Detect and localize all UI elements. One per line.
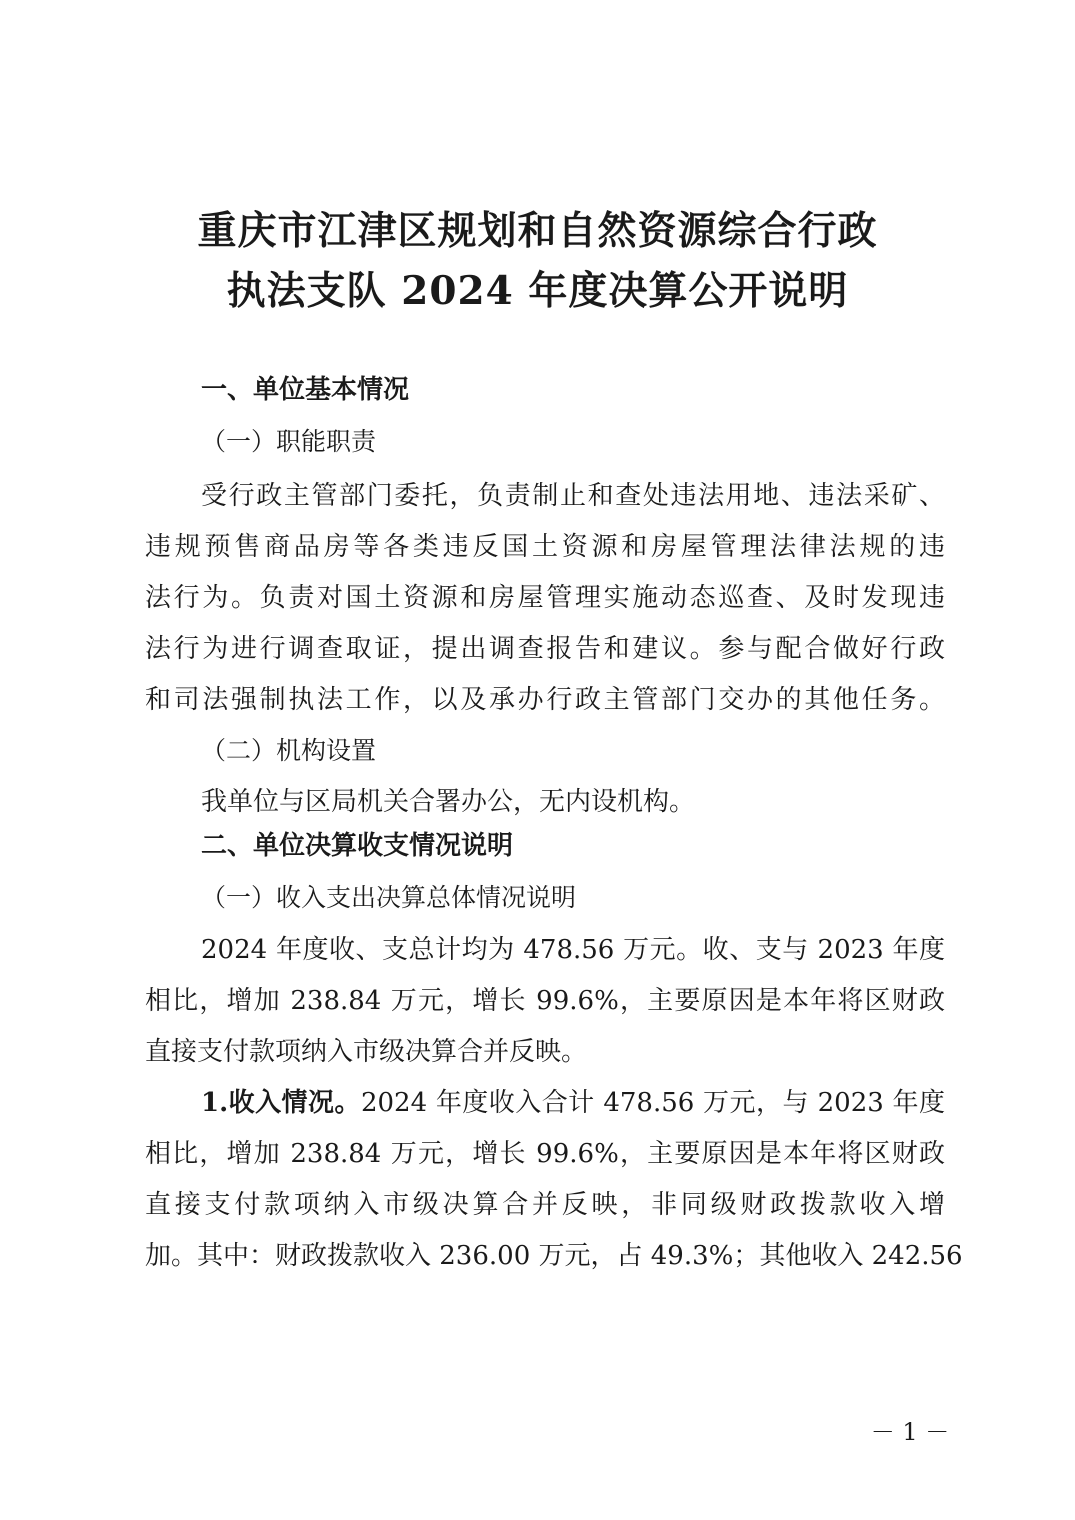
paragraph-line: 和司法强制执法工作，以及承办行政主管部门交办的其他任务。 (145, 685, 945, 715)
paragraph-line: 法行为进行调查取证，提出调查报告和建议。参与配合做好行政 (145, 634, 945, 664)
section-heading-budget-summary: 二、单位决算收支情况说明 (201, 831, 514, 861)
page-number: － 1 － (870, 1418, 950, 1446)
paragraph-line: 2024 年度收、支总计均为 478.56 万元。收、支与 2023 年度 (201, 935, 945, 965)
paragraph-line: 直接支付款项纳入市级决算合并反映，非同级财政拨款收入增 (145, 1190, 945, 1220)
subheading-functions: （一）职能职责 (201, 427, 377, 456)
subheading-overview: （一）收入支出决算总体情况说明 (201, 883, 577, 912)
paragraph-line: 违规预售商品房等各类违反国土资源和房屋管理法律法规的违 (145, 532, 945, 562)
paragraph-line: 受行政主管部门委托，负责制止和查处违法用地、违法采矿、 (201, 481, 945, 511)
income-label: 1.收入情况。 (201, 1088, 361, 1118)
subheading-organization: （二）机构设置 (201, 736, 377, 765)
paragraph-line: 直接支付款项纳入市级决算合并反映。 (145, 1037, 588, 1067)
paragraph-line: 法行为。负责对国土资源和房屋管理实施动态巡查、及时发现违 (145, 583, 945, 613)
income-first-line-text: 2024 年度收入合计 478.56 万元，与 2023 年度 (360, 1088, 945, 1118)
income-paragraph-first-line (201, 1083, 945, 1123)
paragraph-line: 加。其中：财政拨款收入 236.00 万元，占 49.3%；其他收入 242.56 (145, 1241, 963, 1271)
paragraph-line: 相比，增加 238.84 万元，增长 99.6%，主要原因是本年将区财政 (145, 1139, 945, 1169)
paragraph-line: 我单位与区局机关合署办公，无内设机构。 (201, 787, 696, 817)
document-title-line-2: 执法支队 2024 年度决算公开说明 (226, 268, 849, 314)
document-title-line-1: 重庆市江津区规划和自然资源综合行政 (197, 208, 878, 254)
paragraph-line: 相比，增加 238.84 万元，增长 99.6%，主要原因是本年将区财政 (145, 986, 945, 1016)
section-heading-basic-info: 一、单位基本情况 (201, 375, 410, 405)
